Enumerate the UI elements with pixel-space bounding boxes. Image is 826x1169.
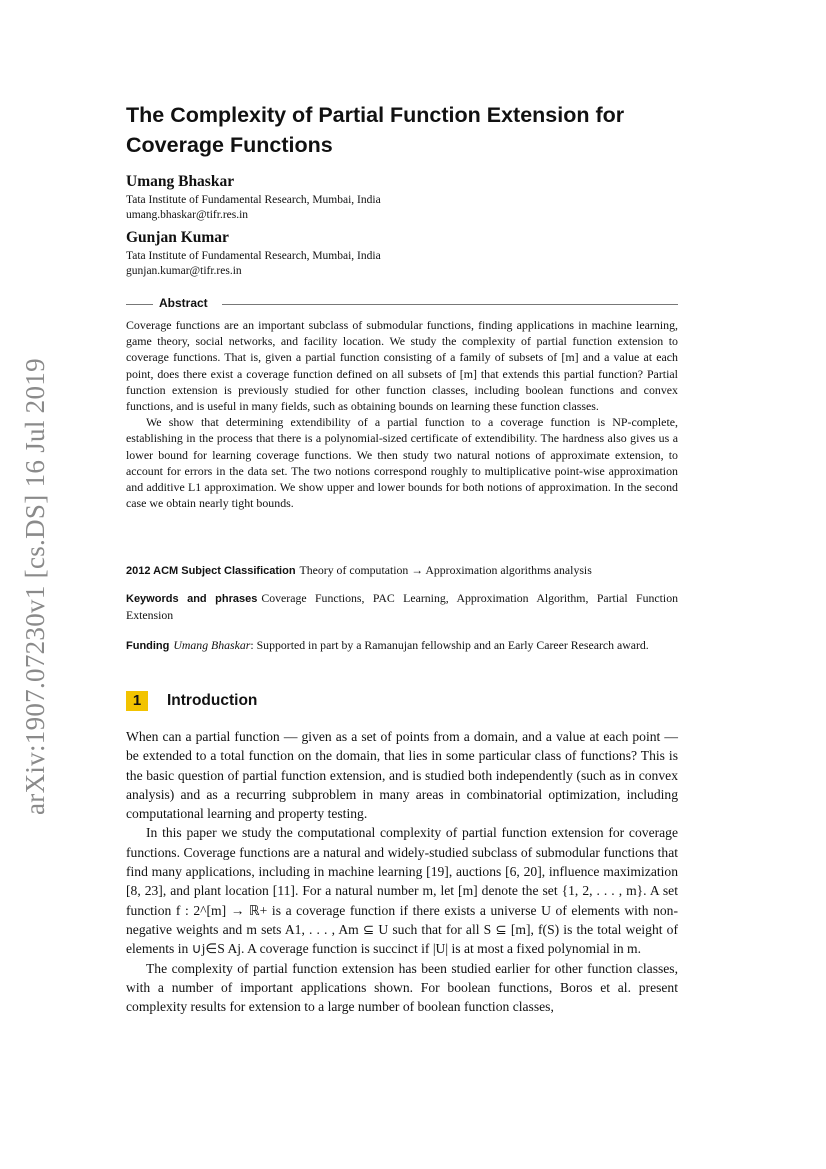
keywords-label: Keywords and phrases bbox=[126, 593, 258, 605]
abstract-rule-right bbox=[222, 304, 678, 305]
abstract-paragraph: We show that determining extendibility of a partial function to a coverage function is NP-complete, establishing in the process that there is a polynomial-sized certificate of extendibility. The hardness also gives us a lower bound for learning coverage functions. We then study two natural notions of approximate extension, to account for errors in the data set. The two notions correspond roughly to multiplicative point-wise approximation and additive L1 approximation. We show upper and lower bounds for both notions of approximation. In the second case we obtain nearly tight bounds. bbox=[126, 415, 678, 511]
funding-name: Umang Bhaskar bbox=[173, 638, 251, 652]
funding-value: : Supported in part by a Ramanujan fellowship and an Early Career Research award. bbox=[250, 638, 649, 652]
section-title: Introduction bbox=[167, 692, 258, 709]
abstract-body bbox=[126, 317, 678, 511]
intro-paragraph: The complexity of partial function extension has been studied earlier for other function classes, with a number of important applications shown. For boolean functions, Boros et al. present complexity results for extension to a large number of boolean function classes, bbox=[126, 960, 678, 1015]
keywords bbox=[126, 590, 678, 623]
funding-label: Funding bbox=[126, 640, 170, 652]
acm-value: Theory of computation → Approximation algorithms analysis bbox=[299, 563, 592, 577]
abstract-heading bbox=[126, 296, 678, 312]
author-affiliation: Tata Institute of Fundamental Research, Mumbai, India bbox=[126, 194, 381, 206]
abstract-paragraph: Coverage functions are an important subclass of submodular functions, finding applications in machine learning, game theory, social networks, and facility location. We study the complexity of partial function extension to coverage functions. That is, given a partial function consisting of a family of subsets of [m] and a value at each point, does there exist a coverage function defined on all subsets of [m] that extends this partial function? Partial function extension is previously studied for other function classes, including boolean functions and convex functions, and is useful in many fields, such as obtaining bounds on learning these function classes. bbox=[126, 318, 678, 414]
author-email[interactable]: umang.bhaskar@tifr.res.in bbox=[126, 209, 249, 221]
author-name: Gunjan Kumar bbox=[126, 229, 229, 246]
acm-label: 2012 ACM Subject Classification bbox=[126, 565, 296, 577]
introduction-body bbox=[126, 727, 678, 1016]
keywords-value: Coverage Functions, PAC Learning, Approximation Algorithm, Partial Function Extension bbox=[126, 591, 678, 622]
author-name: Umang Bhaskar bbox=[126, 173, 235, 190]
author-email[interactable]: gunjan.kumar@tifr.res.in bbox=[126, 265, 242, 277]
author-block-1 bbox=[126, 173, 678, 223]
arxiv-identifier: arXiv:1907.07230v1 [cs.DS] 16 Jul 2019 bbox=[20, 358, 50, 815]
abstract-rule-left bbox=[126, 304, 153, 305]
intro-paragraph: When can a partial function — given as a set of points from a domain, and a value at each point — be extended to a total function on the domain, that lies in some particular class of functions? This is the basic question of partial function extension, and is studied both independently (such as in convex analysis) and as a recurring subproblem in many areas in combinatorial optimization, including computational learning and property testing. bbox=[126, 729, 678, 822]
abstract-label: Abstract bbox=[159, 296, 208, 310]
paper-title: The Complexity of Partial Function Extension for Coverage Functions bbox=[126, 103, 625, 157]
author-affiliation: Tata Institute of Fundamental Research, Mumbai, India bbox=[126, 250, 381, 262]
intro-paragraph: In this paper we study the computational complexity of partial function extension for coverage functions. Coverage functions are a natural and widely-studied subclass of submodular functions that find many applications, including in machine learning [19], auctions [6, 20], influence maximization [8, 23], and plant location [11]. For a natural number m, let [m] denote the set {1, 2, . . . , m}. A set function f : 2^[m] → ℝ+ is a coverage function if there exists a universe U of elements with non-negative weights and m sets A1, . . . , Am ⊆ U such that for all S ⊆ [m], f(S) is the total weight of elements in ∪j∈S Aj. A coverage function is succinct if |U| is at most a fixed polynomial in m. bbox=[126, 825, 678, 957]
acm-classification bbox=[126, 562, 678, 579]
funding bbox=[126, 637, 678, 654]
section-number-badge: 1 bbox=[126, 691, 148, 711]
author-block-2 bbox=[126, 229, 678, 279]
